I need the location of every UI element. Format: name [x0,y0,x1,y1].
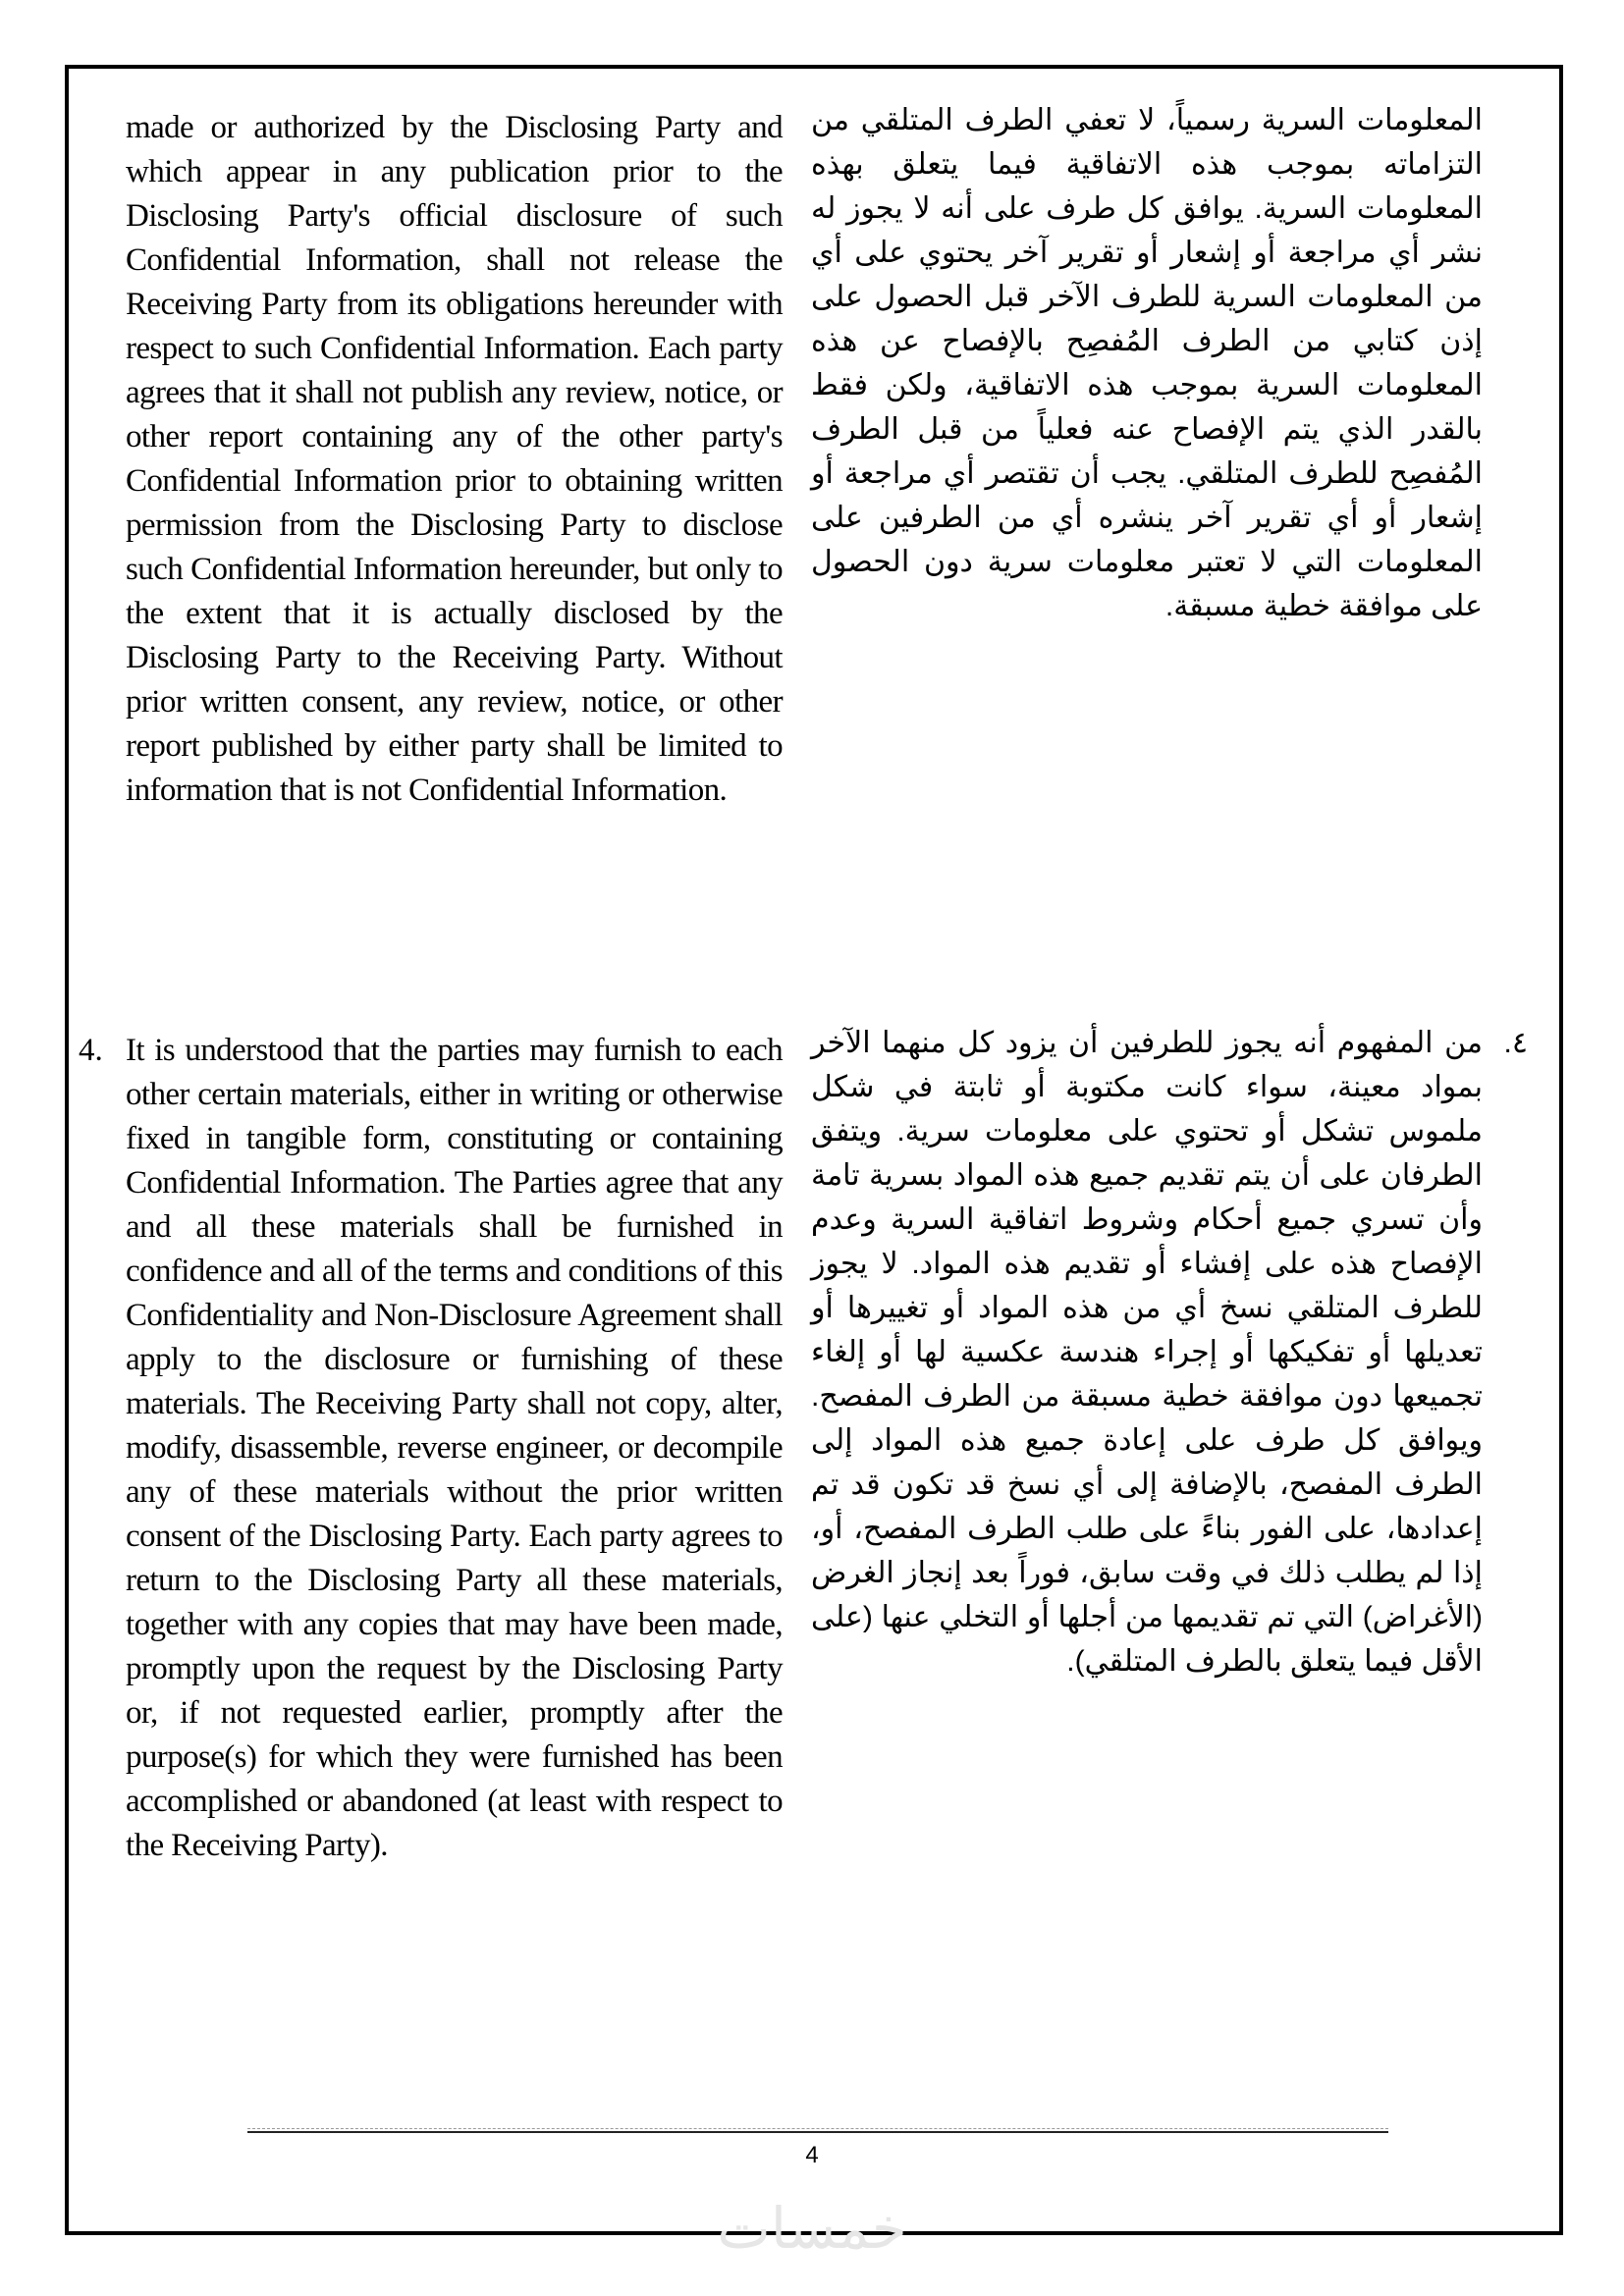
section-4-arabic [811,1021,1483,1683]
section-3-arabic [811,98,1483,628]
section-4-number-english: 4. [79,1033,103,1068]
section-4-arabic-text: من المفهوم أنه يجوز للطرفين أن يزود كل منهما الآخر بمواد معينة، سواء كانت مكتوبة أو ثابتة في شكل ملموس تشكل أو تحتوي على معلومات سرية. ويتفق الطرفان على أن يتم تقديم جميع هذه المواد بسرية تامة وأن تسري جميع أحكام وشروط اتفاقية السرية وعدم الإفصاح هذه على إفشاء أو تقديم هذه المواد. لا يجوز للطرف المتلقي نسخ أي من هذه المواد أو تغييرها أو تعديلها أو تفكيكها أو إجراء هندسة عكسية لها أو إلغاء تجميعها دون موافقة خطية مسبقة من الطرف المفصح. ويوافق كل طرف على إعادة جميع هذه المواد إلى الطرف المفصح، بالإضافة إلى أي نسخ قد تكون قد تم إعدادها، على الفور بناءً على طلب الطرف المفصح، أو، إذا لم يطلب ذلك في وقت سابق، فوراً بعد إنجاز الغرض (الأغراض) التي تم تقديمها من أجلها أو التخلي عنها (على الأقل فيما يتعلق بالطرف المتلقي). [811,1027,1483,1678]
footer-divider-dashed [247,2128,1388,2129]
section-4-number-arabic: ٤. [1503,1027,1528,1059]
section-3-arabic-text: المعلومات السرية رسمياً، لا تعفي الطرف المتلقي من التزاماته بموجب هذه الاتفاقية فيما يتعلق بهذه المعلومات السرية. يوافق كل طرف على أنه لا يجوز له نشر أي مراجعة أو إشعار أو تقرير آخر يحتوي على أي من المعلومات السرية للطرف الآخر قبل الحصول على إذن كتابي من الطرف المُفصِح بالإفصاح عن هذه المعلومات السرية بموجب هذه الاتفاقية، ولكن فقط بالقدر الذي يتم الإفصاح عنه فعلياً من قبل الطرف المُفصِح للطرف المتلقي. يجب أن تقتصر أي مراجعة أو إشعار أو أي تقرير آخر ينشره أي من الطرفين على المعلومات التي لا تعتبر معلومات سرية دون الحصول على موافقة خطية مسبقة. [811,104,1483,622]
section-4-english-text: It is understood that the parties may furnish to each other certain materials, either in writing or otherwise fixed in tangible form, constituting or containing Confidential Information. The Parties agree that any and all these materials shall be furnished in confidence and all of the terms and conditions of this Confidentiality and Non-Disclosure Agreement shall apply to the disclosure or furnishing of these materials. The Receiving Party shall not copy, alter, modify, disassemble, reverse engineer, or decompile any of these materials without the prior written consent of the Disclosing Party. Each party agrees to return to the Disclosing Party all these materials, together with any copies that may have been made, promptly upon the request by the Disclosing Party or, if not requested earlier, promptly after the purpose(s) for which they were furnished has been accomplished or abandoned (at least with respect to the Receiving Party). [126,1033,783,1863]
watermark-logo: خمسات [717,2195,907,2262]
section-3-english-text: made or authorized by the Disclosing Party and which appear in any publication prior to the Disclosing Party's official disclosure of such Confidential Information, shall not release the Receiving Party from its obligations hereunder with respect to such Confidential Information. Each party agrees that it shall not publish any review, notice, or other report containing any of the other party's Confidential Information prior to obtaining written permission from the Disclosing Party to disclose such Confidential Information hereunder, but only to the extent that it is actually disclosed by the Disclosing Party to the Receiving Party. Without prior written consent, any review, notice, or other report published by either party shall be limited to information that is not Confidential Information. [126,110,783,808]
page-number: 4 [805,2142,819,2168]
section-3-english [126,106,783,813]
footer-divider [247,2131,1388,2133]
section-4-english [126,1029,783,1868]
